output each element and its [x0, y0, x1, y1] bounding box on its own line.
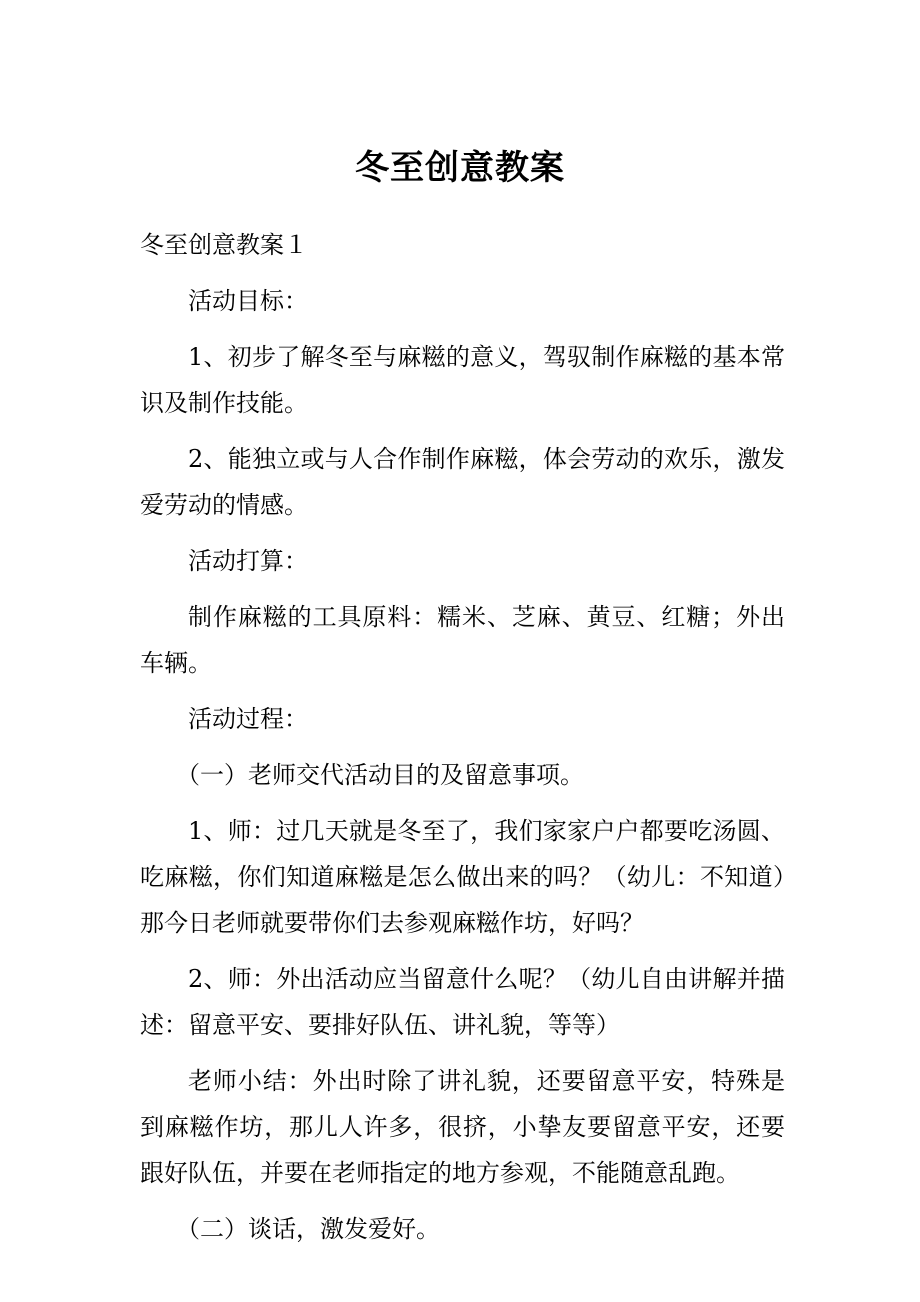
page-title: 冬至创意教案 [355, 148, 565, 188]
paragraph-goal-1: 1、初步了解冬至与麻糍的意义，驾驭制作麻糍的基本常识及制作技能。 [140, 343, 785, 417]
paragraph-prep-materials: 制作麻糍的工具原料：糯米、芝麻、黄豆、红糖；外出车辆。 [140, 603, 785, 677]
paragraph-step-one-item-1: 1、师：过几天就是冬至了，我们家家户户都要吃汤圆、吃麻糍，你们知道麻糍是怎么做出来的吗？（幼儿：不知道）那今日老师就要带你们去参观麻糍作坊，好吗？ [140, 817, 785, 937]
paragraph-process-heading: 活动过程： [188, 705, 308, 733]
paragraph-goals-heading: 活动目标： [188, 287, 308, 315]
section-heading: 冬至创意教案１ [140, 231, 308, 259]
paragraph-step-two-heading: （二）谈话，激发爱好。 [176, 1215, 440, 1243]
paragraph-step-one-heading: （一）老师交代活动目的及留意事项。 [176, 761, 584, 789]
paragraph-step-one-item-2: 2、师：外出活动应当留意什么呢？（幼儿自由讲解并描述：留意平安、要排好队伍、讲礼貌，等等） [140, 965, 785, 1039]
document-body [140, 222, 785, 1252]
paragraph-prep-heading: 活动打算： [188, 547, 308, 575]
paragraph-goal-2: 2、能独立或与人合作制作麻糍，体会劳动的欢乐，激发爱劳动的情感。 [140, 445, 785, 519]
paragraph-teacher-summary: 老师小结：外出时除了讲礼貌，还要留意平安，特殊是到麻糍作坊，那儿人许多，很挤，小挚友要留意平安，还要跟好队伍，并要在老师指定的地方参观，不能随意乱跑。 [140, 1067, 785, 1187]
